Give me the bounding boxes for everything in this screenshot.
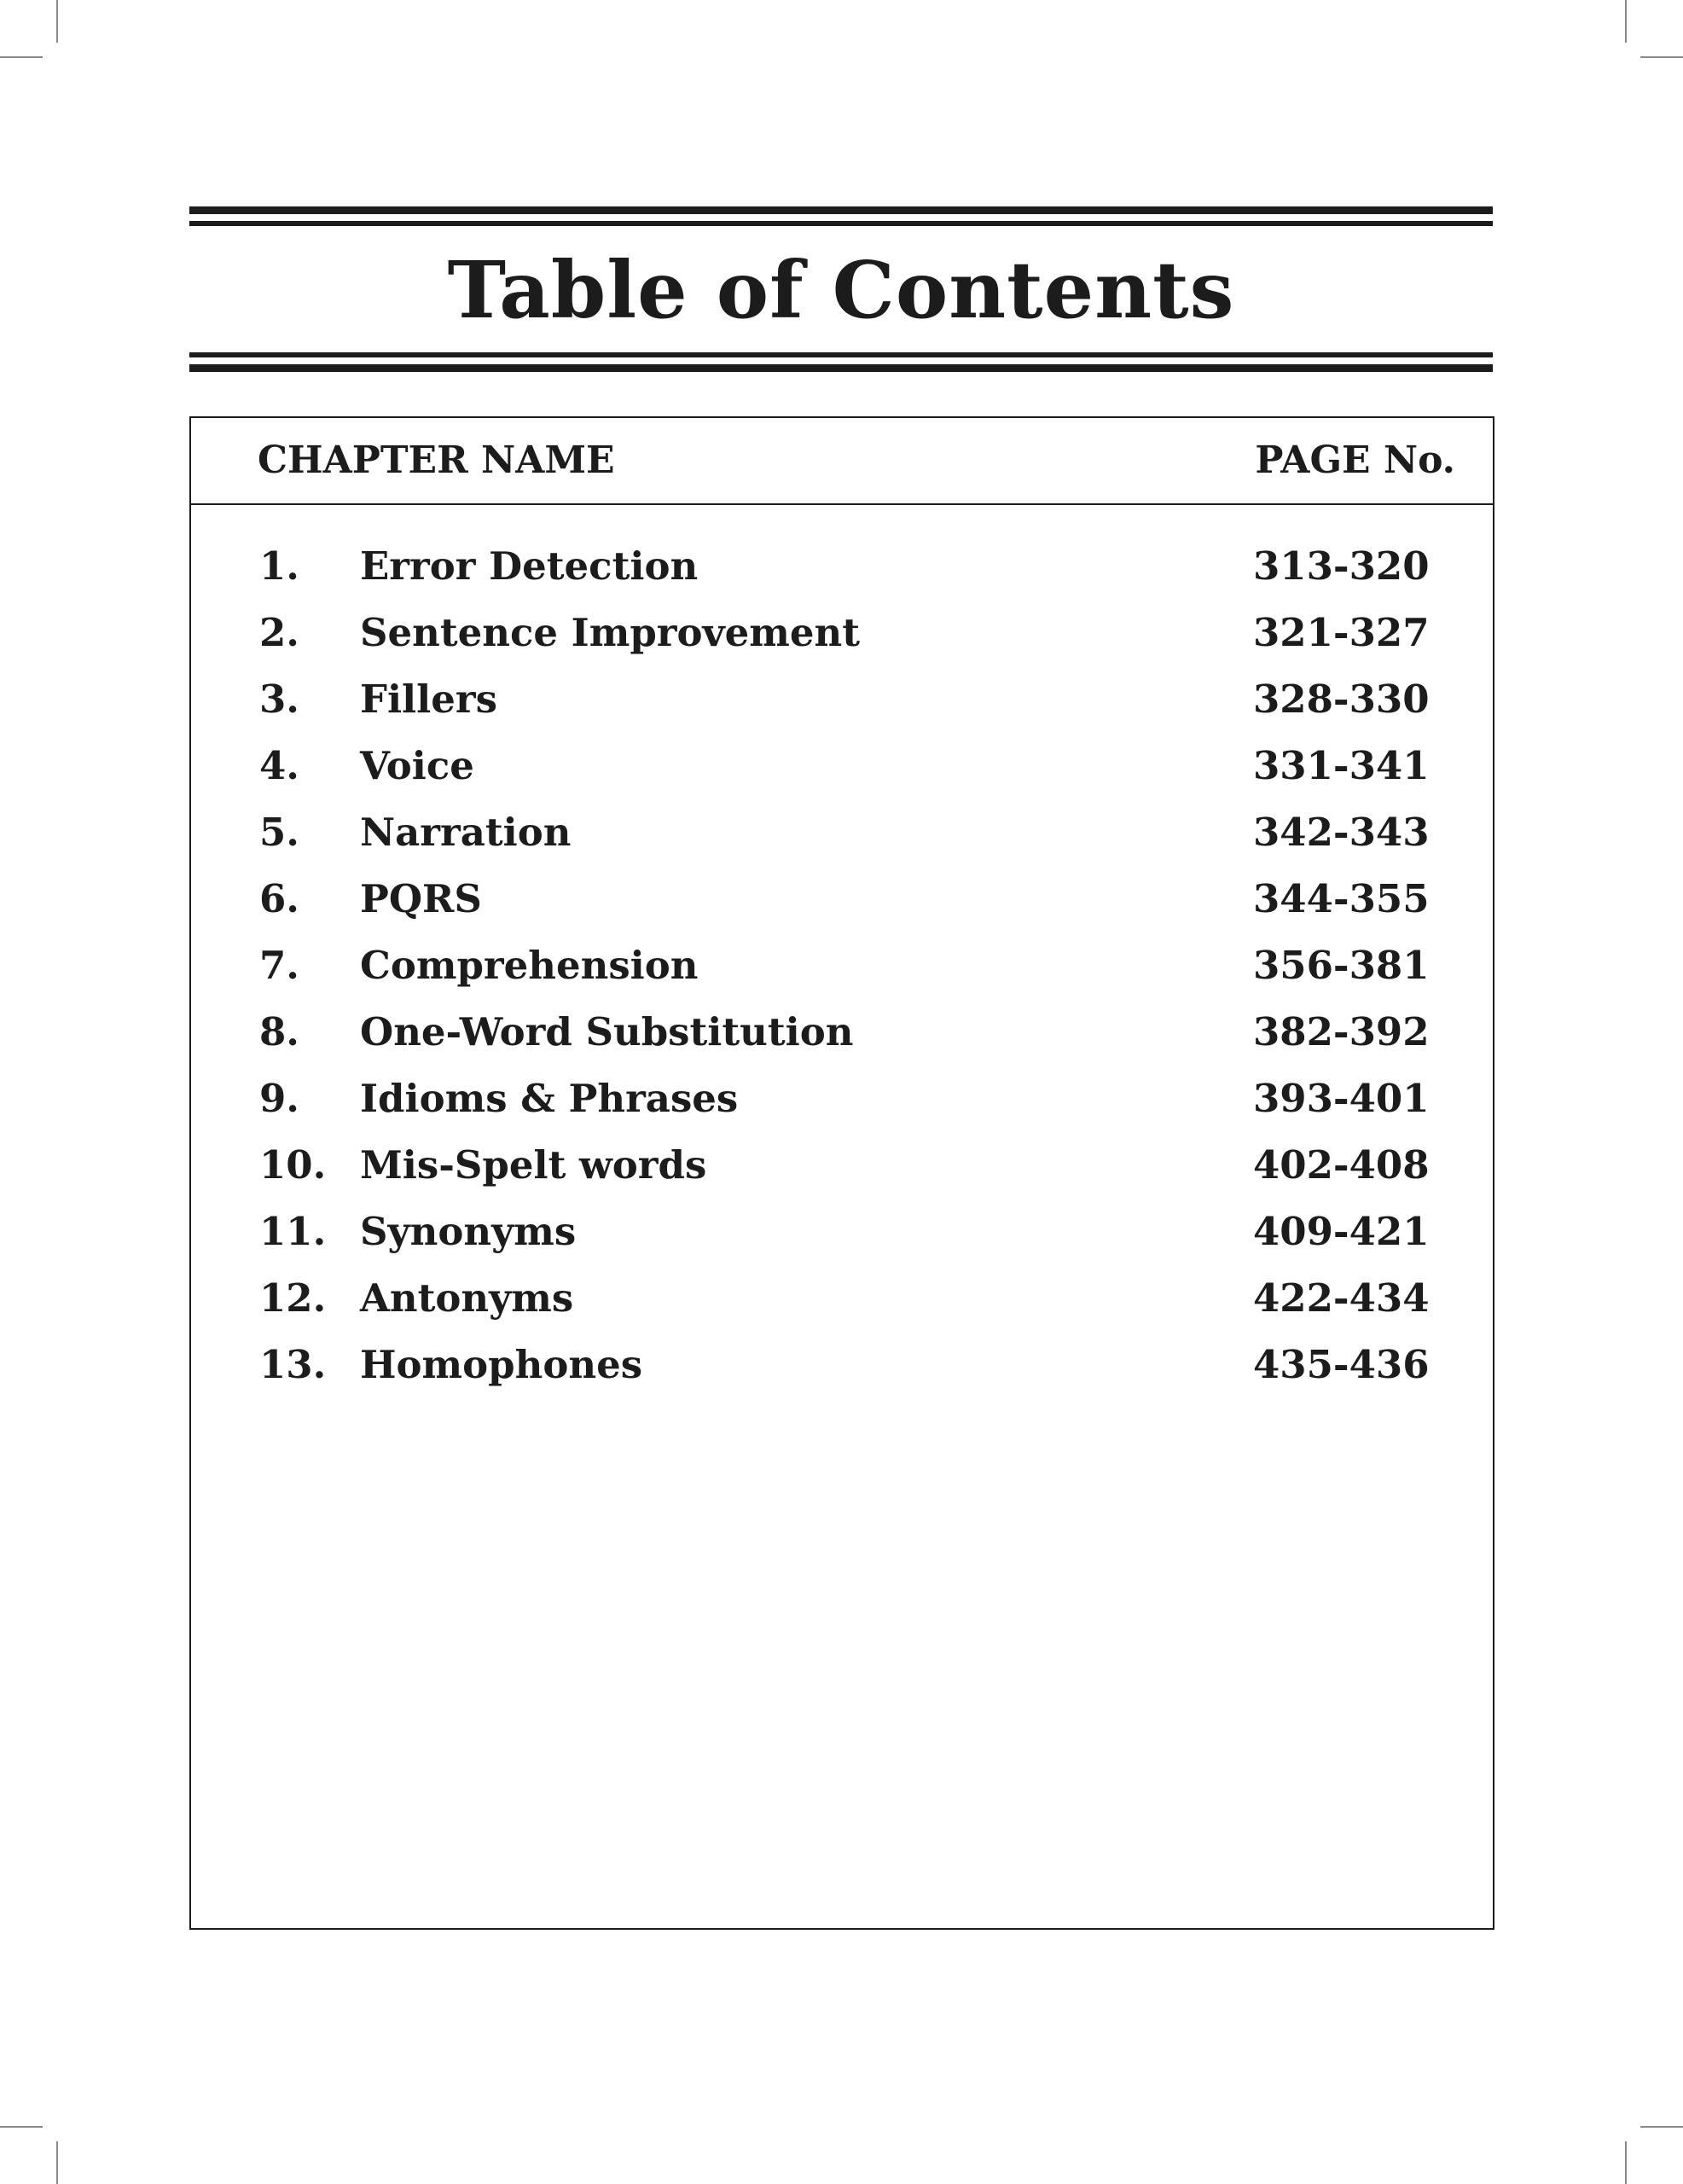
chapter-number: 10.	[259, 1142, 327, 1188]
page-range: 331-341	[1253, 743, 1430, 788]
page-range: 422-434	[1253, 1275, 1430, 1321]
chapter-number: 11.	[259, 1209, 327, 1254]
chapter-number: 6.	[259, 876, 299, 921]
chapter-title: Homophones	[360, 1342, 643, 1387]
toc-entry[interactable]	[191, 799, 1493, 866]
chapter-title: Fillers	[360, 677, 497, 722]
chapter-title: Synonyms	[360, 1209, 577, 1254]
chapter-title: Error Detection	[360, 543, 699, 589]
toc-entry[interactable]	[191, 932, 1493, 999]
toc-entry[interactable]	[191, 533, 1493, 600]
chapter-number: 4.	[259, 743, 299, 788]
title-bottom-rule-thick	[189, 364, 1493, 372]
toc-entry[interactable]	[191, 1332, 1493, 1398]
chapter-number: 2.	[259, 610, 299, 655]
chapter-title: One-Word Substitution	[360, 1009, 854, 1054]
chapter-number: 7.	[259, 943, 299, 988]
toc-entry[interactable]	[191, 999, 1493, 1066]
page-title: Table of Contents	[447, 244, 1235, 336]
chapter-title: Idioms & Phrases	[360, 1076, 739, 1121]
page-range: 328-330	[1253, 677, 1430, 722]
page-range: 342-343	[1253, 810, 1430, 855]
page-range: 382-392	[1253, 1009, 1430, 1054]
chapter-number: 1.	[259, 543, 299, 589]
chapter-number: 8.	[259, 1009, 299, 1054]
page-range: 321-327	[1253, 610, 1430, 655]
toc-list	[191, 533, 1493, 1398]
page-range: 402-408	[1253, 1142, 1430, 1188]
toc-entry[interactable]	[191, 600, 1493, 666]
chapter-number: 5.	[259, 810, 299, 855]
page-range: 356-381	[1253, 943, 1430, 988]
crop-mark-top-right-vertical	[1625, 0, 1627, 43]
title-top-rule-thick	[189, 206, 1493, 214]
page-range: 435-436	[1253, 1342, 1430, 1387]
chapter-title: Comprehension	[360, 943, 699, 988]
title-top-rule-thin	[189, 221, 1493, 226]
toc-header	[191, 418, 1493, 505]
chapter-title: Sentence Improvement	[360, 610, 861, 655]
chapter-title: Narration	[360, 810, 572, 855]
toc-entry[interactable]	[191, 1066, 1493, 1132]
crop-mark-top-right-horizontal	[1640, 56, 1683, 58]
chapter-title: Mis-Spelt words	[360, 1142, 707, 1188]
chapter-number: 3.	[259, 677, 299, 722]
chapter-title: Voice	[360, 743, 474, 788]
chapter-title: Antonyms	[360, 1275, 574, 1321]
crop-mark-bottom-left-vertical	[56, 2141, 58, 2184]
toc-entry[interactable]	[191, 1132, 1493, 1199]
chapter-number: 13.	[259, 1342, 327, 1387]
chapter-name-header: CHAPTER NAME	[258, 439, 615, 482]
page-range: 313-320	[1253, 543, 1430, 589]
chapter-title: PQRS	[360, 876, 482, 921]
crop-mark-bottom-left-horizontal	[0, 2126, 43, 2128]
page-range: 409-421	[1253, 1209, 1430, 1254]
crop-mark-top-left-horizontal	[0, 56, 43, 58]
toc-entry[interactable]	[191, 1265, 1493, 1332]
toc-entry[interactable]	[191, 666, 1493, 733]
toc-entry[interactable]	[191, 1199, 1493, 1265]
title-bottom-rule-thin	[189, 352, 1493, 357]
page-range: 344-355	[1253, 876, 1430, 921]
chapter-number: 12.	[259, 1275, 327, 1321]
toc-entry[interactable]	[191, 733, 1493, 799]
toc-table	[189, 416, 1494, 1930]
crop-mark-bottom-right-vertical	[1625, 2141, 1627, 2184]
crop-mark-bottom-right-horizontal	[1640, 2126, 1683, 2128]
page-number-header: PAGE No.	[1255, 439, 1455, 482]
crop-mark-top-left-vertical	[56, 0, 58, 43]
chapter-number: 9.	[259, 1076, 299, 1121]
page-range: 393-401	[1253, 1076, 1430, 1121]
toc-entry[interactable]	[191, 866, 1493, 932]
